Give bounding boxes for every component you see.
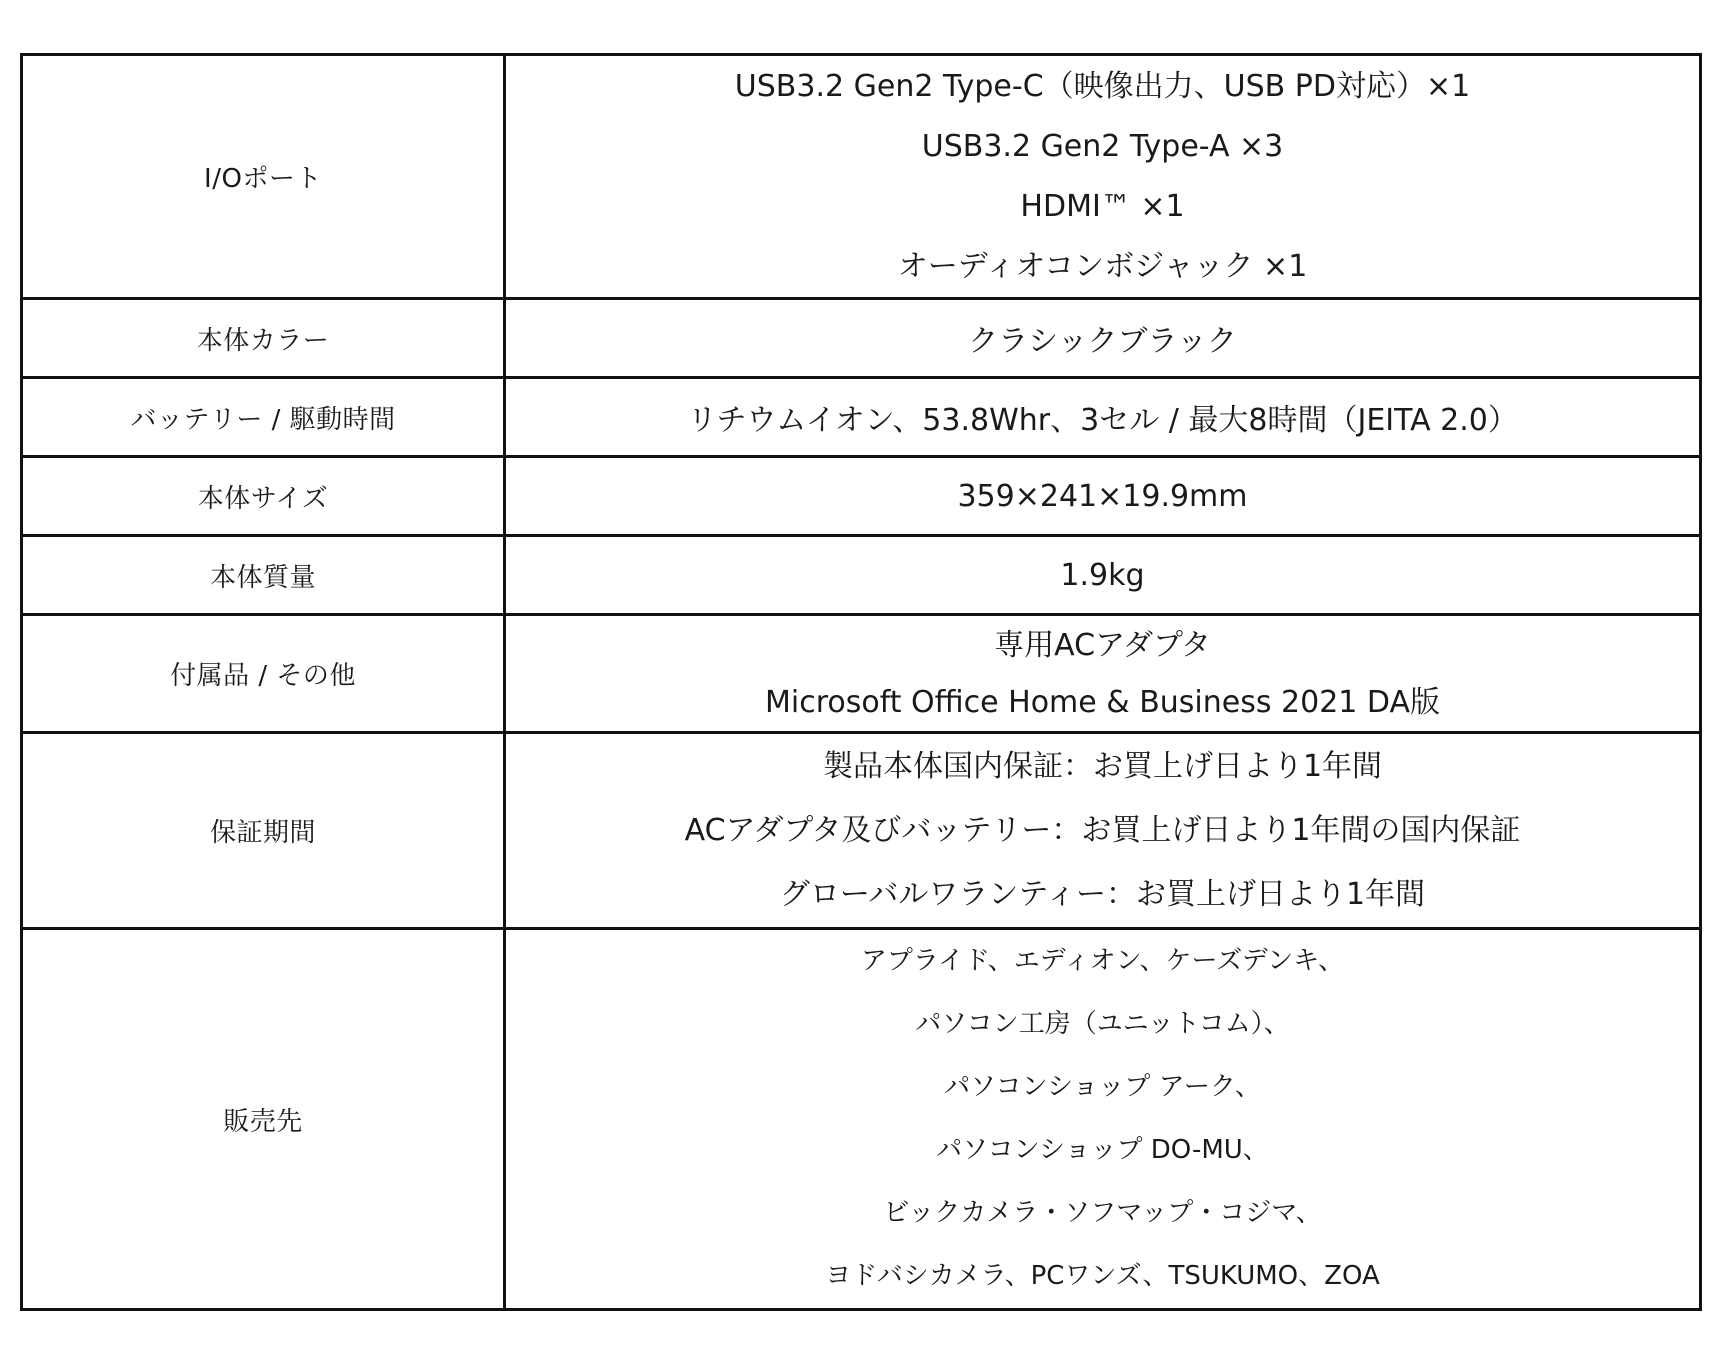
spec-value-line: ヨドバシカメラ、PCワンズ、TSUKUMO、ZOA: [825, 1261, 1380, 1291]
spec-value-line: パソコンショップ アーク、: [944, 1072, 1261, 1102]
spec-label: 付属品 / その他: [22, 615, 505, 733]
spec-value: [505, 929, 1701, 1310]
spec-value-line: USB3.2 Gen2 Type-C（映像出力、USB PD対応）×1: [734, 68, 1471, 104]
spec-value-line: ビックカメラ・ソフマップ・コジマ、: [883, 1198, 1322, 1228]
spec-value-line: 専用ACアダプタ: [994, 627, 1211, 663]
spec-value: [505, 733, 1701, 929]
spec-value: [505, 378, 1701, 457]
spec-value: [505, 615, 1701, 733]
spec-value-line: ACアダプタ及びバッテリー：お買上げ日より1年間の国内保証: [684, 812, 1521, 848]
spec-label: 販売先: [22, 929, 505, 1310]
spec-value-line: 製品本体国内保証：お買上げ日より1年間: [822, 748, 1383, 784]
spec-row-accessories: [22, 615, 1701, 733]
spec-label: 保証期間: [22, 733, 505, 929]
spec-value: [505, 457, 1701, 536]
spec-row-io-ports: [22, 55, 1701, 299]
spec-row-color: [22, 299, 1701, 378]
spec-value-line: クラシックブラック: [968, 324, 1237, 359]
spec-value-line: HDMI™ ×1: [1020, 188, 1185, 224]
spec-value-line: Microsoft Office Home & Business 2021 DA版: [764, 684, 1441, 720]
spec-row-retailers: [22, 929, 1701, 1310]
spec-label: 本体サイズ: [22, 457, 505, 536]
spec-value-line: パソコン工房（ユニットコム）、: [915, 1009, 1290, 1039]
spec-value-line: 1.9kg: [1060, 557, 1145, 593]
spec-label: バッテリー / 駆動時間: [22, 378, 505, 457]
spec-value-line: グローバルワランティー：お買上げ日より1年間: [779, 876, 1426, 912]
spec-value-line: パソコンショップ DO-MU、: [936, 1135, 1269, 1165]
spec-value: [505, 536, 1701, 615]
spec-label: 本体カラー: [22, 299, 505, 378]
spec-value-line: オーディオコンボジャック ×1: [897, 248, 1308, 284]
spec-table: [20, 53, 1702, 1311]
spec-value-line: USB3.2 Gen2 Type-A ×3: [921, 128, 1284, 164]
spec-value: [505, 299, 1701, 378]
spec-label: 本体質量: [22, 536, 505, 615]
spec-label: I/Oポート: [22, 55, 505, 299]
spec-row-size: [22, 457, 1701, 536]
spec-value-line: 359×241×19.9mm: [957, 478, 1248, 514]
spec-row-battery: [22, 378, 1701, 457]
spec-value-line: アプライド、エディオン、ケーズデンキ、: [860, 946, 1345, 976]
spec-value-line: リチウムイオン、53.8Whr、3セル / 最大8時間（JEITA 2.0）: [687, 403, 1518, 438]
spec-row-weight: [22, 536, 1701, 615]
spec-value: [505, 55, 1701, 299]
spec-row-warranty: [22, 733, 1701, 929]
